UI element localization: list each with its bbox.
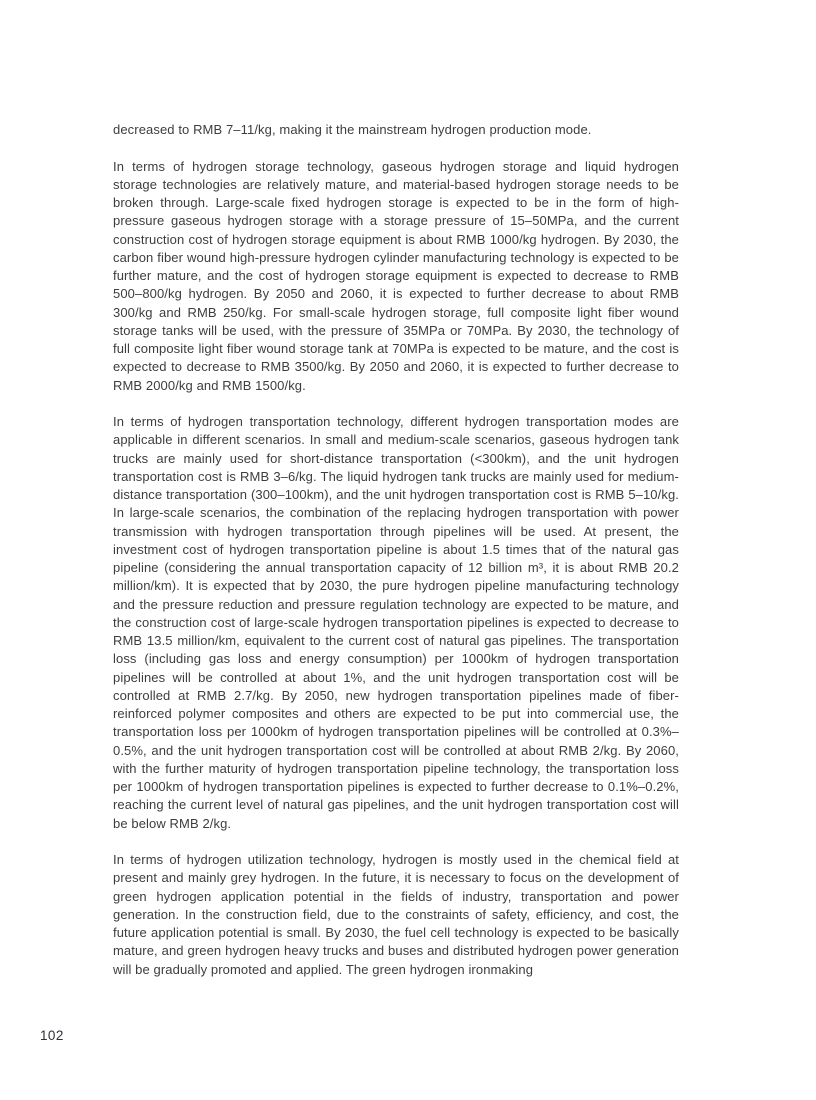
paragraph-continuation: decreased to RMB 7–11/kg, making it the mainstream hydrogen production mode. — [113, 122, 592, 137]
paragraph-hydrogen-utilization: In terms of hydrogen utilization technology, hydrogen is mostly used in the chemical field at present and mainly grey hydrogen. In the future, it is necessary to focus on the development of green hydrogen application potential in the fields of industry, transportation and power generation. In the construction field, due to the constraints of safety, efficiency, and cost, the future application potential is small. By 2030, the fuel cell technology is expected to be basically mature, and green hydrogen heavy trucks and buses and distributed hydrogen power generation will be gradually promoted and applied. The green hydrogen ironmaking — [113, 852, 679, 977]
paragraph-hydrogen-transportation: In terms of hydrogen transportation technology, different hydrogen transportation modes are applicable in different scenarios. In small and medium-scale scenarios, gaseous hydrogen tank trucks are mainly used for short-distance transportation (<300km), and the unit hydrogen transportation cost is RMB 3–6/kg. The liquid hydrogen tank trucks are mainly used for medium-distance transportation (300–100km), and the unit hydrogen transportation cost is RMB 5–10/kg. In large-scale scenarios, the combination of the replacing hydrogen transportation with power transmission with hydrogen transportation through pipelines will be used. At present, the investment cost of hydrogen transportation pipeline is about 1.5 times that of the natural gas pipeline (considering the annual transportation capacity of 12 billion m³, it is about RMB 20.2 million/km). It is expected that by 2030, the pure hydrogen pipeline manufacturing technology and the pressure reduction and pressure regulation technology are expected to be mature, and the construction cost of large-scale hydrogen transportation pipelines is expected to decrease to RMB 13.5 million/km, equivalent to the current cost of natural gas pipelines. The transportation loss (including gas loss and energy consumption) per 1000km of hydrogen transportation pipelines will be controlled at about 1%, and the unit hydrogen transportation cost will be controlled at RMB 2.7/kg. By 2050, new hydrogen transportation pipelines made of fiber-reinforced polymer composites and others are expected to be put into commercial use, the transportation loss per 1000km of hydrogen transportation pipelines will be controlled at 0.3%–0.5%, and the unit hydrogen transportation cost will be controlled at about RMB 2/kg. By 2060, with the further maturity of hydrogen transportation pipeline technology, the transportation loss per 1000km of hydrogen transportation pipelines is expected to further decrease to 0.1%–0.2%, reaching the current level of natural gas pipelines, and the unit hydrogen transportation cost will be below RMB 2/kg. — [113, 414, 679, 831]
body-text-column — [113, 121, 679, 997]
page-number: 102 — [40, 1028, 64, 1043]
paragraph-hydrogen-storage: In terms of hydrogen storage technology, gaseous hydrogen storage and liquid hydrogen storage technologies are relatively mature, and material-based hydrogen storage needs to be broken through. Large-scale fixed hydrogen storage is expected to be in the form of high-pressure gaseous hydrogen storage with a storage pressure of 15–50MPa, and the current construction cost of hydrogen storage equipment is about RMB 1000/kg hydrogen. By 2030, the carbon fiber wound high-pressure hydrogen cylinder manufacturing technology is expected to be further mature, and the cost of hydrogen storage equipment is expected to decrease to RMB 500–800/kg hydrogen. By 2050 and 2060, it is expected to further decrease to about RMB 300/kg and RMB 250/kg. For small-scale hydrogen storage, full composite light fiber wound storage tanks will be used, with the pressure of 35MPa or 70MPa. By 2030, the technology of full composite light fiber wound storage tank at 70MPa is expected to be mature, and the cost is expected to decrease to RMB 3500/kg. By 2050 and 2060, it is expected to further decrease to RMB 2000/kg and RMB 1500/kg. — [113, 158, 679, 393]
